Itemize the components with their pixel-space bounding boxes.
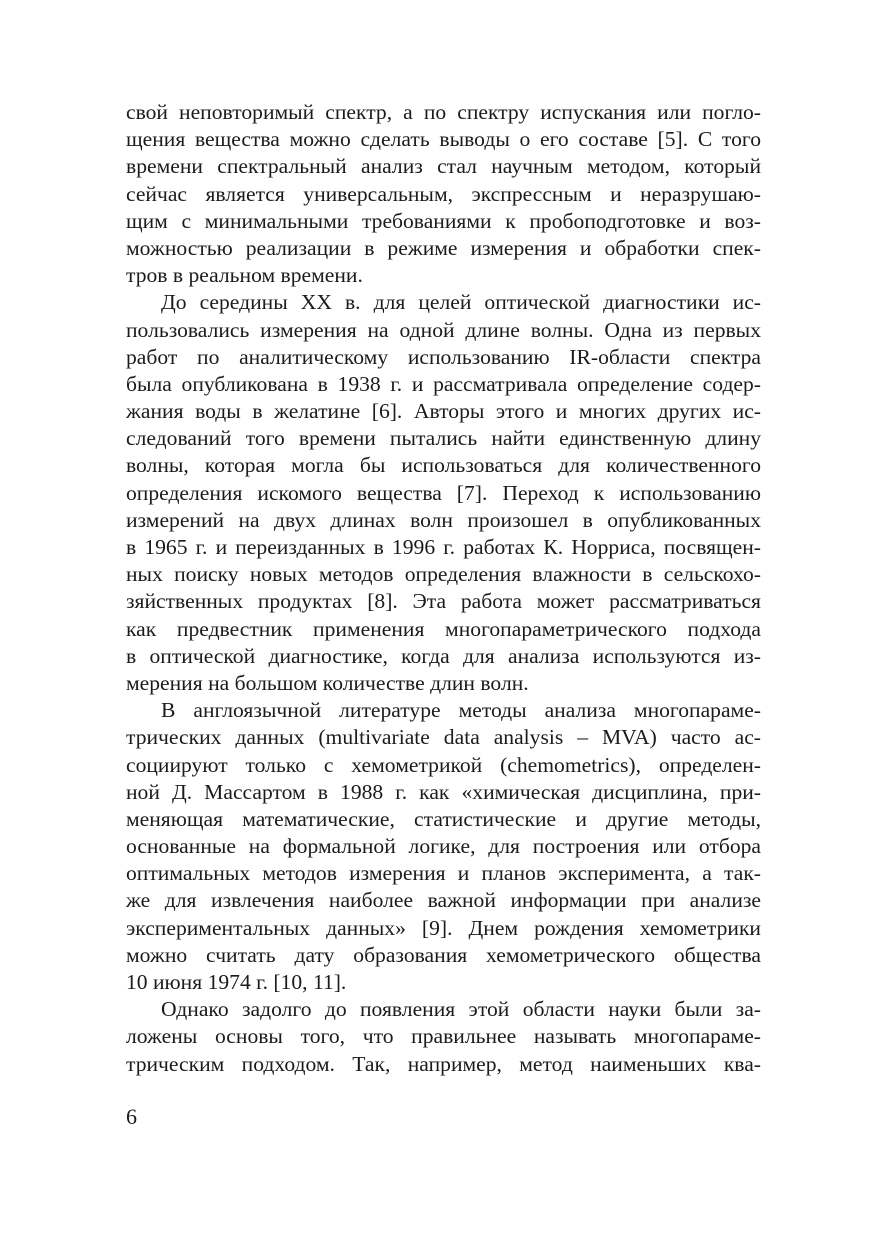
text-line: измерений на двух длинах волн произошел в опубликованных bbox=[126, 507, 761, 532]
page-number: 6 bbox=[126, 1104, 137, 1129]
text-line: следований того времени пытались найти единственную длину bbox=[126, 426, 761, 451]
text-line: щим с минимальными требованиями к пробоподготовке и воз- bbox=[126, 208, 761, 233]
text-line: свой неповторимый спектр, а по спектру испускания или погло- bbox=[126, 100, 761, 124]
text-line: можностью реализации в режиме измерения и обработки спек- bbox=[126, 235, 761, 260]
text-line: 10 июня 1974 г. [10, 11]. bbox=[126, 970, 347, 994]
text-line: В англоязычной литературе методы анализа многопараме- bbox=[161, 698, 761, 723]
text-line: До середины XX в. для целей оптической диагностики ис- bbox=[161, 290, 761, 315]
text-line: Однако задолго до появления этой области науки были за- bbox=[161, 997, 761, 1022]
paragraph bbox=[126, 99, 761, 289]
text-line: работ по аналитическому использованию IR-области спектра bbox=[126, 344, 761, 369]
text-line: была опубликована в 1938 г. и рассматривала определение содер- bbox=[126, 371, 761, 396]
text-line: трическим подходом. Так, например, метод наименьших ква- bbox=[126, 1051, 761, 1076]
text-line: мерения на большом количестве длин волн. bbox=[126, 670, 529, 695]
text-line: трических данных (multivariate data analysis – MVA) часто ас- bbox=[126, 725, 761, 750]
text-line: ной Д. Массартом в 1988 г. как «химическая дисциплина, при- bbox=[126, 779, 761, 804]
text-line: оптимальных методов измерения и планов эксперимента, а так- bbox=[126, 861, 761, 886]
text-line: волны, которая могла бы использоваться для количественного bbox=[126, 453, 761, 478]
paragraph bbox=[126, 996, 761, 1078]
text-line: жания воды в желатине [6]. Авторы этого и многих других ис- bbox=[126, 399, 761, 424]
text-line: основанные на формальной логике, для построения или отбора bbox=[126, 834, 761, 859]
text-line: ложены основы того, что правильнее называть многопараме- bbox=[126, 1024, 761, 1049]
text-line: определения искомого вещества [7]. Переход к использованию bbox=[126, 480, 761, 505]
text-line: зяйственных продуктах [8]. Эта работа может рассматриваться bbox=[126, 589, 761, 614]
text-line: в оптической диагностике, когда для анализа используются из- bbox=[126, 643, 761, 668]
paragraph bbox=[126, 697, 761, 996]
text-line: же для извлечения наиболее важной информации при анализе bbox=[126, 888, 761, 913]
text-line: сейчас является универсальным, экспрессным и неразрушаю- bbox=[126, 181, 761, 206]
text-line: в 1965 г. и переизданных в 1996 г. работах К. Норриса, посвящен- bbox=[126, 535, 761, 559]
text-line: меняющая математические, статистические и другие методы, bbox=[126, 806, 761, 831]
text-line: времени спектральный анализ стал научным методом, который bbox=[126, 154, 761, 179]
text-line: пользовались измерения на одной длине волны. Одна из первых bbox=[126, 317, 761, 342]
text-line: можно считать дату образования хемометрического общества bbox=[126, 942, 761, 967]
text-line: щения вещества можно сделать выводы о его составе [5]. С того bbox=[126, 127, 761, 152]
text-line: ных поиску новых методов определения влажности в сельскохо- bbox=[126, 562, 761, 587]
text-line: как предвестник применения многопараметрического подхода bbox=[126, 616, 761, 641]
text-line: социируют только с хемометрикой (chemometrics), определен- bbox=[126, 752, 761, 777]
paragraph bbox=[126, 289, 761, 697]
text-line: тров в реальном времени. bbox=[126, 263, 363, 288]
text-line: экспериментальных данных» [9]. Днем рождения хемометрики bbox=[126, 915, 761, 940]
body-text bbox=[126, 99, 761, 1078]
